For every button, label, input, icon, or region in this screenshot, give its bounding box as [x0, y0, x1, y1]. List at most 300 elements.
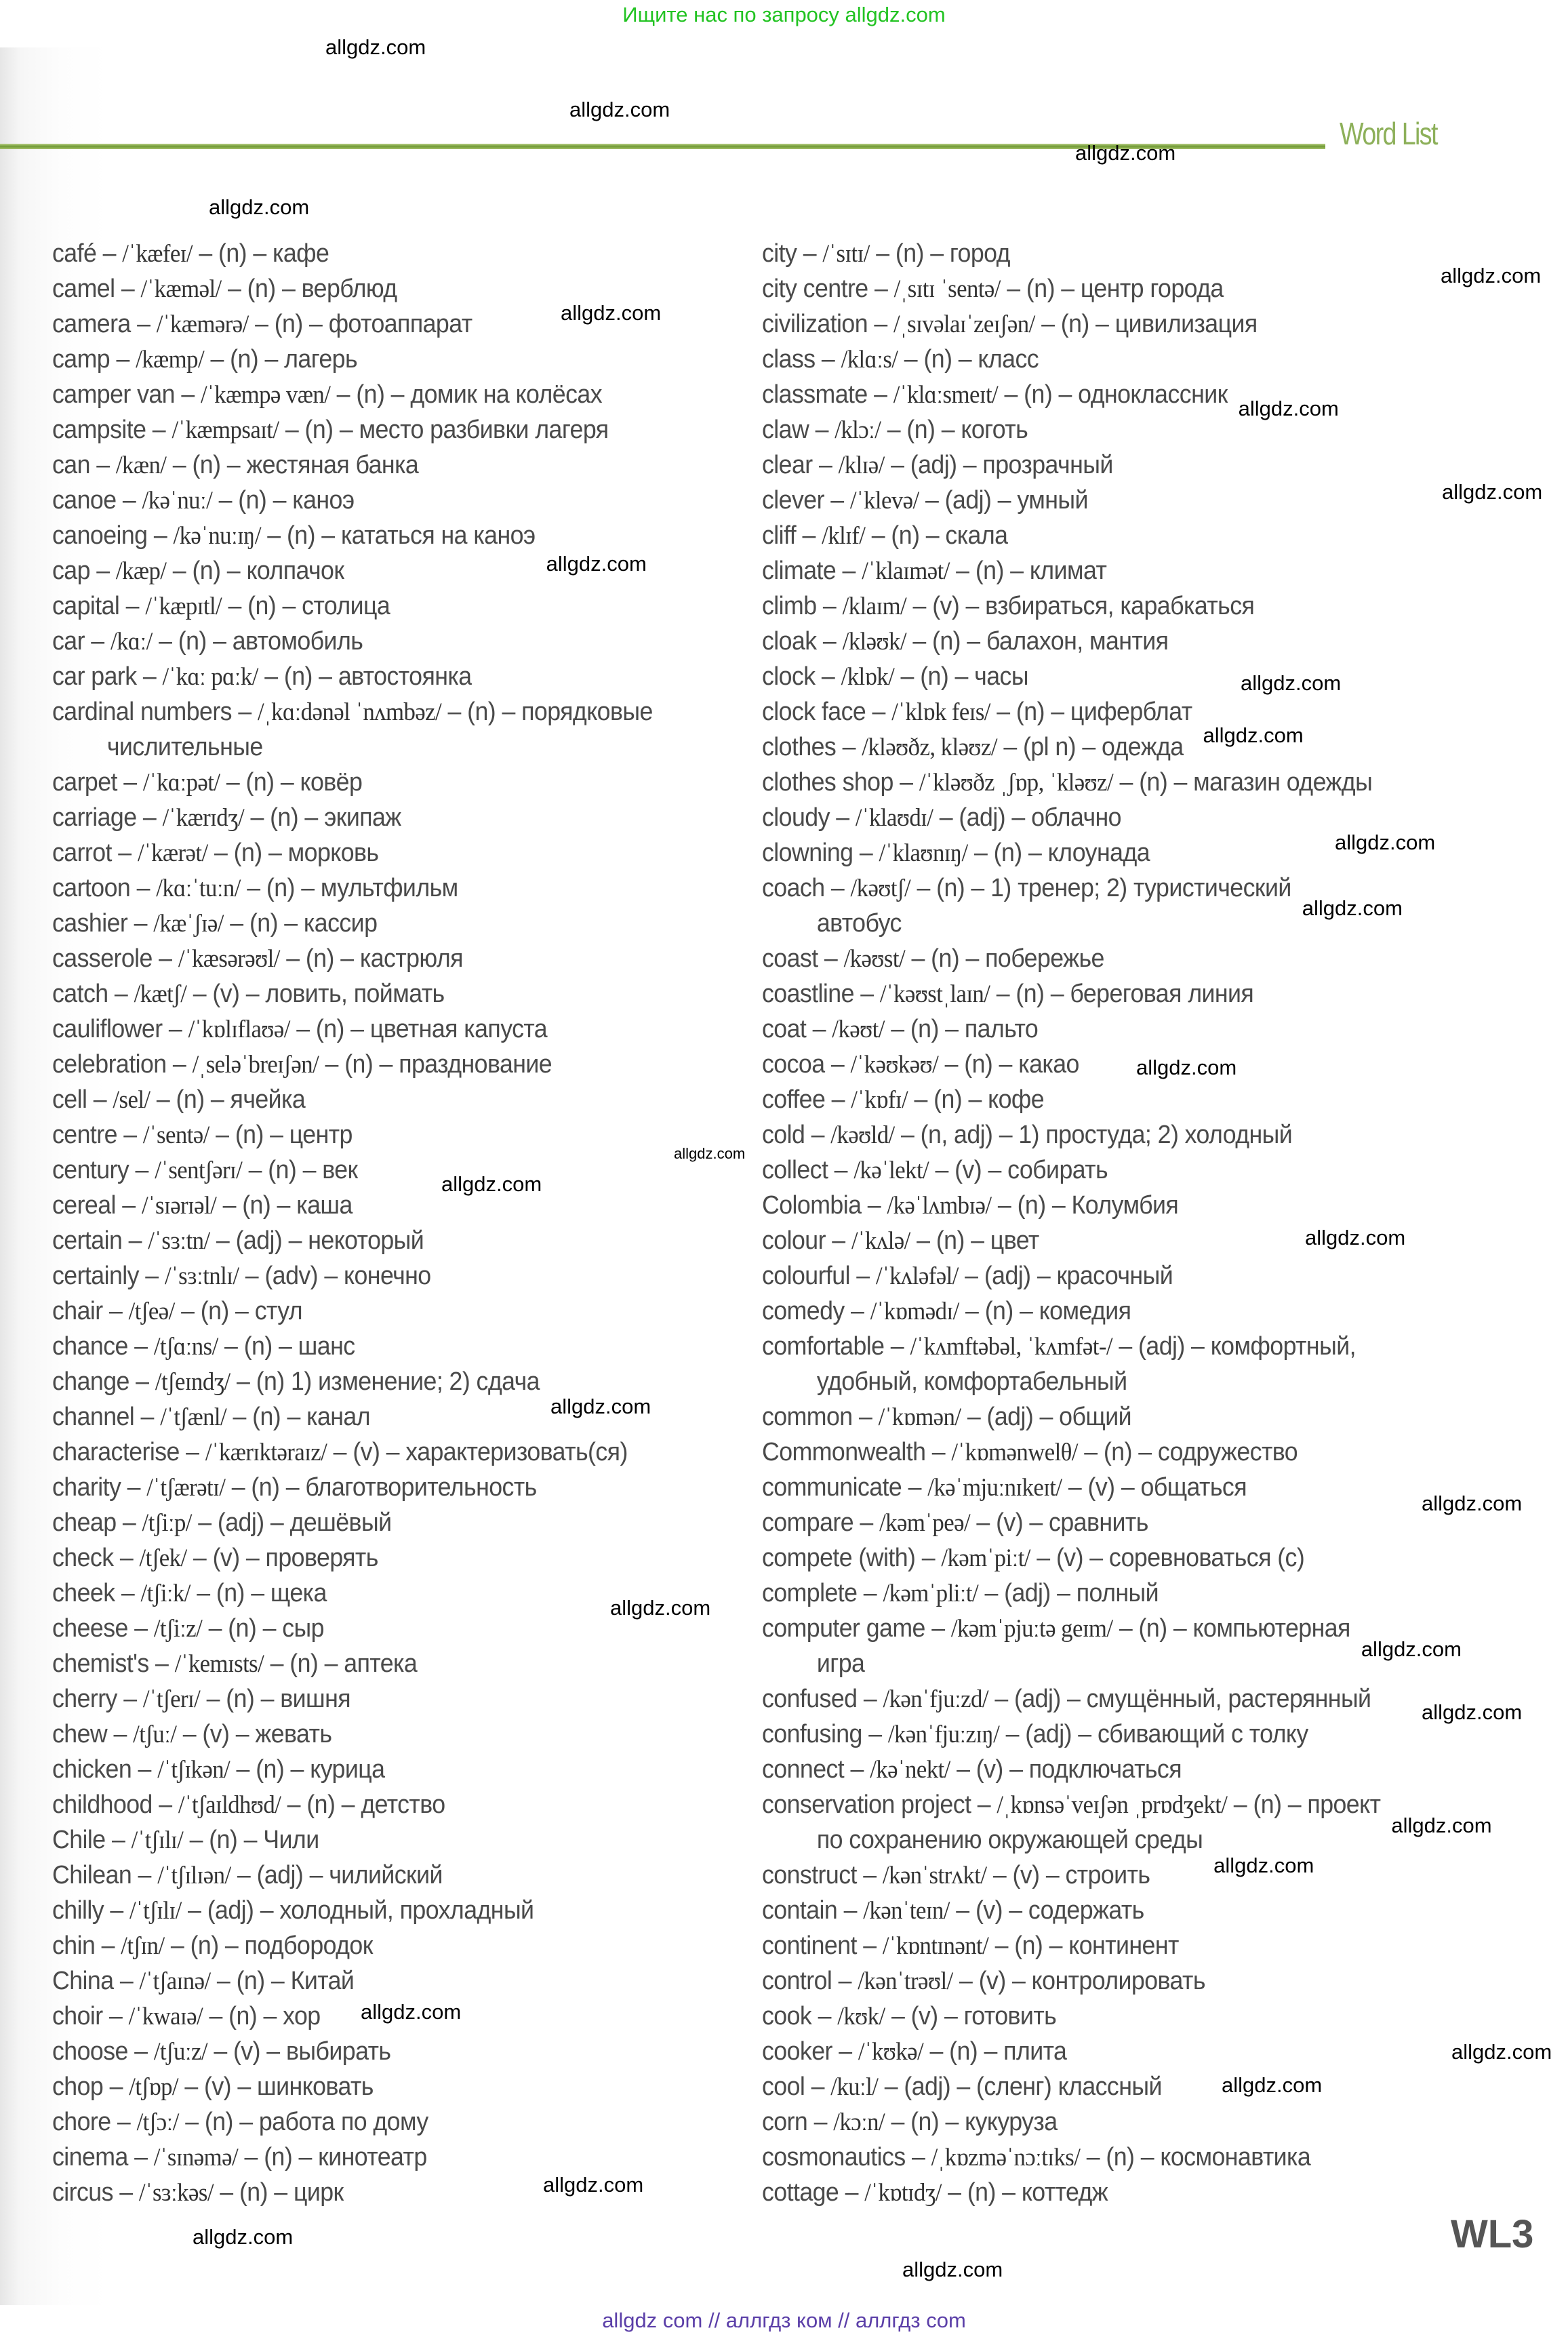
- entry-transcription: /kæp/: [115, 557, 167, 585]
- entry-word: cheek: [52, 1579, 115, 1607]
- entry-translation: – (v) – жевать: [182, 1720, 332, 1748]
- entry-transcription: /ˈkɒfɪ/: [851, 1086, 908, 1114]
- entry-word: common: [762, 1403, 853, 1431]
- dictionary-entry: centre – /ˈsentə/ – (n) – центр: [52, 1121, 353, 1149]
- entry-word: Commonwealth: [762, 1438, 926, 1466]
- entry-word: campsite: [52, 416, 146, 444]
- entry-transcription: /ˈkæmpsaɪt/: [172, 416, 279, 444]
- entry-translation: – (n) – домик на колёсах: [336, 380, 602, 409]
- dictionary-entry: cheap – /tʃiːp/ – (adj) – дешёвый: [52, 1508, 392, 1537]
- entry-transcription: /ˈsɪərɪəl/: [141, 1192, 217, 1220]
- dictionary-entry: classmate – /ˈklɑːsmeɪt/ – (n) – одноклассник: [762, 380, 1228, 409]
- entry-word: centre: [52, 1121, 117, 1149]
- entry-translation: – (adj) – (сленг) классный: [884, 2072, 1162, 2101]
- entry-translation: – (n) – кассир: [230, 909, 378, 938]
- entry-word: cherry: [52, 1685, 117, 1713]
- entry-translation: – (n) – кататься на каноэ: [267, 521, 536, 550]
- entry-transcription: /ˈsɜːtnlɪ/: [164, 1262, 239, 1290]
- entry-word: characterise: [52, 1438, 180, 1466]
- entry-word: confusing: [762, 1720, 862, 1748]
- entry-transcription: /tʃuː/: [133, 1721, 177, 1748]
- dictionary-entry: clowning – /ˈklaʊnɪŋ/ – (n) – клоунада: [762, 839, 1150, 867]
- entry-translation: – (n) – магазин одежды: [1119, 768, 1373, 797]
- entry-word: clever: [762, 486, 824, 515]
- watermark: allgdz.com: [1136, 1056, 1237, 1079]
- entry-transcription: /tʃɪn/: [121, 1932, 165, 1960]
- entry-word: chin: [52, 1931, 96, 1960]
- dictionary-entry: car park – /ˈkɑː pɑːk/ – (n) – автостоянка: [52, 662, 472, 691]
- dictionary-entry: comfortable – /ˈkʌmftəbəl, ˈkʌmfət-/ – (adj) – комфортный,: [762, 1332, 1356, 1361]
- entry-word: cereal: [52, 1191, 116, 1220]
- entry-transcription: /kəmˈpeə/: [879, 1509, 971, 1537]
- entry-translation: – (adj) – полный: [984, 1579, 1159, 1607]
- entry-transcription: /klɪf/: [822, 522, 866, 550]
- entry-word: charity: [52, 1473, 121, 1502]
- entry-translation: – (n) – стул: [181, 1297, 303, 1325]
- entry-word: clothes shop: [762, 768, 893, 797]
- entry-translation: – (n) – цивилизация: [1041, 310, 1258, 338]
- watermark: allgdz.com: [1391, 1814, 1492, 1837]
- dictionary-entry: carrot – /ˈkærət/ – (n) – морковь: [52, 839, 379, 867]
- entry-translation: – (n) – климат: [956, 557, 1107, 585]
- dictionary-entry: camera – /ˈkæmərə/ – (n) – фотоаппарат: [52, 310, 473, 338]
- dictionary-entry: chicken – /ˈtʃɪkən/ – (n) – курица: [52, 1755, 385, 1784]
- entry-word: cottage: [762, 2178, 839, 2207]
- dictionary-entry: coat – /kəʊt/ – (n) – пальто: [762, 1015, 1039, 1043]
- dictionary-entry: cloudy – /ˈklaʊdɪ/ – (adj) – облачно: [762, 803, 1121, 832]
- entry-transcription: /ˈkʊkə/: [858, 2038, 924, 2066]
- entry-translation: – (adj) – прозрачный: [891, 451, 1113, 479]
- entry-word: chew: [52, 1720, 108, 1748]
- entry-translation: – (n) – скала: [871, 521, 1008, 550]
- dictionary-entry: chair – /tʃeə/ – (n) – стул: [52, 1297, 303, 1325]
- entry-transcription: /kənˈtrəʊl/: [858, 1967, 953, 1995]
- entry-translation: – (n) – экипаж: [250, 803, 401, 832]
- dictionary-entry: class – /klɑːs/ – (n) – класс: [762, 345, 1039, 374]
- entry-transcription: /ˈkɒmədɪ/: [870, 1298, 959, 1325]
- entry-translation: – (n) – автомобиль: [159, 627, 363, 656]
- entry-translation: – (n) – кафе: [199, 239, 329, 268]
- dictionary-entry: clever – /ˈklevə/ – (adj) – умный: [762, 486, 1088, 515]
- entry-word: cocoa: [762, 1050, 825, 1079]
- word-list-left-column: [52, 236, 691, 2210]
- entry-word: change: [52, 1367, 129, 1396]
- entry-word: communicate: [762, 1473, 902, 1502]
- entry-translation: – (adj) – сбивающий с толку: [1005, 1720, 1308, 1748]
- dictionary-entry: clock face – /ˈklɒk feɪs/ – (n) – циферблат: [762, 698, 1192, 726]
- watermark: allgdz.com: [1238, 397, 1339, 420]
- entry-word: computer game: [762, 1614, 925, 1643]
- dictionary-entry: capital – /ˈkæpɪtl/ – (n) – столица: [52, 592, 390, 620]
- entry-translation: – (adj) – дешёвый: [198, 1508, 392, 1537]
- entry-transcription: /kɑːˈtuːn/: [156, 875, 241, 902]
- entry-word: compare: [762, 1508, 854, 1537]
- entry-translation: – (n) – столица: [228, 592, 390, 620]
- entry-transcription: /ˈklevə/: [849, 487, 919, 515]
- entry-word: climate: [762, 557, 837, 585]
- entry-translation: – (n, adj) – 1) простуда; 2) холодный: [901, 1121, 1293, 1149]
- entry-transcription: /ˈkærɪdʒ/: [162, 804, 245, 832]
- entry-translation: – (n) – благотворительность: [231, 1473, 537, 1502]
- watermark: allgdz.com: [1213, 1854, 1314, 1877]
- entry-translation: – (n) – фотоаппарат: [255, 310, 473, 338]
- entry-word: coffee: [762, 1085, 826, 1114]
- entry-translation: – (n) – каша: [222, 1191, 353, 1220]
- entry-word: certain: [52, 1226, 123, 1255]
- entry-transcription: /ˈkæfeɪ/: [122, 240, 193, 268]
- entry-word: connect: [762, 1755, 845, 1784]
- dictionary-entry: confused – /kənˈfjuːzd/ – (adj) – смущённый, растерянный: [762, 1685, 1371, 1713]
- entry-transcription: /ˌsɪvəlaɪˈzeɪʃən/: [893, 311, 1035, 338]
- entry-transcription: /ˈsɜːkəs/: [138, 2179, 214, 2207]
- dictionary-entry: colour – /ˈkʌlə/ – (n) – цвет: [762, 1226, 1039, 1255]
- dictionary-entry: camel – /ˈkæməl/ – (n) – верблюд: [52, 275, 397, 303]
- entry-word: Chilean: [52, 1861, 132, 1889]
- entry-word: contain: [762, 1896, 838, 1925]
- dictionary-entry: canoe – /kəˈnuː/ – (n) – каноэ: [52, 486, 355, 515]
- entry-transcription: /klɑːs/: [841, 346, 898, 374]
- section-title: Word List: [1340, 116, 1437, 151]
- entry-transcription: /kənˈteɪn/: [863, 1897, 950, 1925]
- entry-translation: – (pl n) – одежда: [1003, 733, 1184, 761]
- dictionary-entry: civilization – /ˌsɪvəlaɪˈzeɪʃən/ – (n) – цивилизация: [762, 310, 1258, 338]
- entry-word: chore: [52, 2108, 111, 2136]
- dictionary-entry: Colombia – /kəˈlʌmbɪə/ – (n) – Колумбия: [762, 1191, 1179, 1220]
- entry-transcription: /kæmp/: [136, 346, 205, 374]
- entry-transcription: /kənˈfjuːzɪŋ/: [887, 1721, 1000, 1748]
- entry-transcription: /ˈkɒtɪdʒ/: [864, 2179, 942, 2207]
- entry-word: city centre: [762, 275, 868, 303]
- entry-transcription: /ˈkɑː pɑːk/: [162, 663, 258, 691]
- dictionary-entry: café – /ˈkæfeɪ/ – (n) – кафе: [52, 239, 329, 268]
- entry-word: corn: [762, 2108, 808, 2136]
- entry-transcription: /kəˈnuː/: [142, 487, 213, 515]
- entry-word: cheap: [52, 1508, 117, 1537]
- entry-translation: – (n) – ячейка: [156, 1085, 306, 1114]
- entry-translation: – (adj) – холодный, прохладный: [188, 1896, 534, 1925]
- entry-transcription: /tʃiːp/: [142, 1509, 192, 1537]
- entry-word: cardinal numbers: [52, 698, 232, 726]
- entry-translation: – (n) – автостоянка: [264, 662, 472, 691]
- entry-translation: – (n) – Колумбия: [997, 1191, 1179, 1220]
- entry-word: car: [52, 627, 85, 656]
- entry-word: clock face: [762, 698, 866, 726]
- entry-transcription: /klɒk/: [841, 663, 895, 691]
- entry-word: cloak: [762, 627, 817, 656]
- dictionary-entry: claw – /klɔː/ – (n) – коготь: [762, 416, 1028, 444]
- entry-translation: – (n) – щека: [197, 1579, 327, 1607]
- watermark: allgdz.com: [674, 1145, 746, 1162]
- entry-word: coach: [762, 874, 825, 902]
- entry-transcription: /kəˈmjuːnɪkeɪt/: [927, 1474, 1062, 1502]
- entry-translation: – (v) – строить: [992, 1861, 1150, 1889]
- entry-translation: – (n) – город: [876, 239, 1010, 268]
- entry-transcription: /ˈtʃerɪ/: [142, 1685, 201, 1713]
- entry-transcription: /ˈkærɪktəraɪz/: [205, 1439, 327, 1466]
- entry-translation: – (n) – каноэ: [218, 486, 355, 515]
- watermark: allgdz.com: [1422, 1491, 1523, 1515]
- entry-word: colour: [762, 1226, 826, 1255]
- entry-transcription: /ˌseləˈbreɪʃən/: [192, 1051, 319, 1079]
- entry-continuation: игра: [816, 1649, 865, 1678]
- entry-translation: – (adj) – умный: [925, 486, 1088, 515]
- dictionary-entry: clock – /klɒk/ – (n) – часы: [762, 662, 1028, 691]
- entry-translation: – (n) – место разбивки лагеря: [285, 416, 609, 444]
- dictionary-entry: celebration – /ˌseləˈbreɪʃən/ – (n) – празднование: [52, 1050, 552, 1079]
- entry-word: cooker: [762, 2037, 832, 2066]
- watermark: allgdz.com: [193, 2225, 294, 2249]
- entry-translation: – (n) – лагерь: [210, 345, 358, 374]
- entry-transcription: /kɑː/: [110, 628, 153, 656]
- entry-translation: – (n) – побережье: [911, 944, 1104, 973]
- entry-word: control: [762, 1967, 832, 1995]
- dictionary-entry: choose – /tʃuːz/ – (v) – выбирать: [52, 2037, 391, 2066]
- dictionary-entry: communicate – /kəˈmjuːnɪkeɪt/ – (v) – общаться: [762, 1473, 1247, 1502]
- entry-word: chop: [52, 2072, 104, 2101]
- entry-translation: – (v) – выбирать: [214, 2037, 391, 2066]
- entry-word: chair: [52, 1297, 103, 1325]
- dictionary-entry: city centre – /ˌsɪtɪ ˈsentə/ – (n) – центр города: [762, 275, 1224, 303]
- dictionary-entry: chemist's – /ˈkemɪsts/ – (n) – аптека: [52, 1649, 418, 1678]
- entry-translation: – (v) – соревноваться (с): [1037, 1544, 1305, 1572]
- entry-transcription: /ˈsɪnəmə/: [153, 2144, 239, 2171]
- entry-word: cinema: [52, 2143, 128, 2171]
- entry-word: clothes: [762, 733, 837, 761]
- entry-word: cap: [52, 557, 90, 585]
- dictionary-entry: certainly – /ˈsɜːtnlɪ/ – (adv) – конечно: [52, 1262, 431, 1290]
- entry-transcription: /ˈkʌlə/: [851, 1227, 910, 1255]
- entry-transcription: /kəˈlʌmbɪə/: [887, 1192, 992, 1220]
- entry-word: clear: [762, 451, 813, 479]
- entry-translation: – (n) – детство: [287, 1790, 445, 1819]
- watermark: allgdz.com: [441, 1172, 542, 1196]
- dictionary-entry: campsite – /ˈkæmpsaɪt/ – (n) – место разбивки лагеря: [52, 416, 609, 444]
- dictionary-entry: compete (with) – /kəmˈpiːt/ – (v) – соревноваться (с): [762, 1544, 1305, 1572]
- entry-word: complete: [762, 1579, 858, 1607]
- entry-word: camera: [52, 310, 131, 338]
- entry-translation: – (v) – подключаться: [957, 1755, 1182, 1784]
- entry-word: camper van: [52, 380, 175, 409]
- entry-translation: – (n) – комедия: [965, 1297, 1131, 1325]
- dictionary-entry: carriage – /ˈkærɪdʒ/ – (n) – экипаж: [52, 803, 401, 832]
- entry-translation: – (n) – вишня: [206, 1685, 351, 1713]
- dictionary-entry: cold – /kəʊld/ – (n, adj) – 1) простуда; 2) холодный: [762, 1121, 1293, 1149]
- footer-watermark: allgdz com // аллгдз ком // аллгдз com: [602, 2308, 966, 2332]
- dictionary-entry: camp – /kæmp/ – (n) – лагерь: [52, 345, 358, 374]
- dictionary-entry: cheek – /tʃiːk/ – (n) – щека: [52, 1579, 327, 1607]
- entry-transcription: /ˈsɜːtn/: [148, 1227, 210, 1255]
- dictionary-entry: century – /ˈsentʃərɪ/ – (n) – век: [52, 1156, 358, 1184]
- entry-transcription: /tʃeɪndʒ/: [155, 1368, 230, 1396]
- entry-translation: – (n) – космонавтика: [1086, 2143, 1311, 2171]
- entry-translation: – (n) – хор: [209, 2002, 321, 2030]
- entry-word: chilly: [52, 1896, 104, 1925]
- watermark: allgdz.com: [1361, 1637, 1462, 1661]
- dictionary-entry: contain – /kənˈteɪn/ – (v) – содержать: [762, 1896, 1144, 1925]
- entry-transcription: /kəʊst/: [843, 945, 906, 973]
- entry-translation: – (n) – береговая линия: [996, 980, 1254, 1008]
- watermark: allgdz.com: [546, 552, 647, 576]
- entry-word: city: [762, 239, 797, 268]
- entry-word: camel: [52, 275, 115, 303]
- entry-translation: – (adj) – комфортный,: [1119, 1332, 1356, 1361]
- entry-transcription: /ˈklaʊnɪŋ/: [879, 839, 968, 867]
- dictionary-entry: cook – /kʊk/ – (v) – готовить: [762, 2002, 1057, 2030]
- dictionary-entry: continent – /ˈkɒntɪnənt/ – (n) – континент: [762, 1931, 1179, 1960]
- entry-transcription: /ˈkærət/: [137, 839, 208, 867]
- dictionary-entry: cheese – /tʃiːz/ – (n) – сыр: [52, 1614, 324, 1643]
- dictionary-entry: can – /kæn/ – (n) – жестяная банка: [52, 451, 419, 479]
- entry-translation: – (n) – какао: [944, 1050, 1079, 1079]
- entry-transcription: /tʃiːk/: [140, 1580, 190, 1607]
- entry-transcription: /ˈtʃɪlɪən/: [157, 1862, 231, 1889]
- entry-translation: – (n) – верблюд: [228, 275, 397, 303]
- dictionary-entry: check – /tʃek/ – (v) – проверять: [52, 1544, 378, 1572]
- entry-transcription: /tʃiːz/: [153, 1615, 203, 1643]
- dictionary-entry: cooker – /ˈkʊkə/ – (n) – плита: [762, 2037, 1067, 2066]
- entry-transcription: /kəmˈpliːt/: [883, 1580, 979, 1607]
- entry-translation: – (n) – одноклассник: [1004, 380, 1228, 409]
- entry-word: cook: [762, 2002, 812, 2030]
- watermark: allgdz.com: [1075, 141, 1176, 165]
- dictionary-entry: canoeing – /kəˈnuːɪŋ/ – (n) – кататься на каноэ: [52, 521, 536, 550]
- entry-word: café: [52, 239, 97, 268]
- watermark: allgdz.com: [1335, 830, 1436, 854]
- entry-transcription: /kəmˈpjuːtə geɪm/: [950, 1615, 1113, 1643]
- entry-translation: – (n) – часы: [900, 662, 1028, 691]
- entry-transcription: /ˈkɒntɪnənt/: [882, 1932, 989, 1960]
- dictionary-entry: channel – /ˈtʃænl/ – (n) – канал: [52, 1403, 371, 1431]
- watermark: allgdz.com: [325, 35, 426, 59]
- dictionary-entry: coach – /kəʊtʃ/ – (n) – 1) тренер; 2) туристический: [762, 874, 1291, 902]
- entry-translation: – (n) – Чили: [189, 1826, 319, 1854]
- entry-word: cliff: [762, 521, 797, 550]
- entry-transcription: /ˈkæmərə/: [156, 311, 249, 338]
- entry-word: car park: [52, 662, 137, 691]
- entry-continuation: по сохранению окружающей среды: [816, 1826, 1203, 1854]
- entry-translation: – (n) – морковь: [214, 839, 379, 867]
- entry-translation: – (n) – работа по дому: [185, 2108, 428, 2136]
- entry-word: chemist's: [52, 1649, 149, 1678]
- entry-transcription: /ˌsɪtɪ ˈsentə/: [893, 275, 1001, 303]
- entry-word: cell: [52, 1085, 87, 1114]
- dictionary-entry: cherry – /ˈtʃerɪ/ – (n) – вишня: [52, 1685, 351, 1713]
- dictionary-entry: cliff – /klɪf/ – (n) – скала: [762, 521, 1008, 550]
- entry-word: class: [762, 345, 816, 374]
- entry-word: classmate: [762, 380, 868, 409]
- dictionary-entry: cell – /sel/ – (n) – ячейка: [52, 1085, 306, 1114]
- entry-translation: – (v) – сравнить: [976, 1508, 1148, 1537]
- entry-word: catch: [52, 980, 108, 1008]
- dictionary-entry: coffee – /ˈkɒfɪ/ – (n) – кофе: [762, 1085, 1045, 1114]
- entry-translation: – (n) – канал: [233, 1403, 371, 1431]
- dictionary-entry: camper van – /ˈkæmpə væn/ – (n) – домик на колёсах: [52, 380, 602, 409]
- entry-translation: – (n) – плита: [929, 2037, 1067, 2066]
- entry-word: cartoon: [52, 874, 131, 902]
- dictionary-entry: carpet – /ˈkɑːpət/ – (n) – ковёр: [52, 768, 363, 797]
- dictionary-entry: clothes shop – /ˈkləʊðz ˌʃɒp, ˈkləʊz/ – (n) – магазин одежды: [762, 768, 1373, 797]
- entry-transcription: /ˌkɒzməˈnɔːtɪks/: [931, 2144, 1081, 2171]
- entry-word: collect: [762, 1156, 828, 1184]
- watermark: allgdz.com: [561, 301, 662, 325]
- entry-transcription: /ˈkæsərəʊl/: [178, 945, 280, 973]
- entry-word: century: [52, 1156, 129, 1184]
- entry-word: check: [52, 1544, 114, 1572]
- entry-transcription: /kənˈfjuːzd/: [883, 1685, 988, 1713]
- watermark: allgdz.com: [1241, 671, 1342, 695]
- entry-word: chicken: [52, 1755, 132, 1784]
- watermark: allgdz.com: [1203, 723, 1304, 747]
- entry-transcription: /kæˈʃɪə/: [153, 910, 224, 938]
- dictionary-entry: China – /ˈtʃaɪnə/ – (n) – Китай: [52, 1967, 355, 1995]
- dictionary-entry: chance – /tʃɑːns/ – (n) – шанс: [52, 1332, 355, 1361]
- entry-transcription: /ˈkwaɪə/: [128, 2003, 203, 2030]
- entry-translation: – (n) – пальто: [891, 1015, 1039, 1043]
- entry-transcription: /ˈtʃærətɪ/: [146, 1474, 226, 1502]
- entry-transcription: /ˈkəʊstˌlaɪn/: [879, 980, 990, 1008]
- entry-translation: – (adj) – некоторый: [216, 1226, 424, 1255]
- entry-transcription: /kʊk/: [837, 2003, 885, 2030]
- entry-transcription: /ˈtʃaɪnə/: [139, 1967, 211, 1995]
- entry-translation: – (n) – цирк: [220, 2178, 344, 2207]
- entry-word: chance: [52, 1332, 128, 1361]
- entry-translation: – (n) – центр: [216, 1121, 353, 1149]
- dictionary-entry: Commonwealth – /ˈkɒmənwelθ/ – (n) – содружество: [762, 1438, 1298, 1466]
- entry-word: claw: [762, 416, 809, 444]
- entry-transcription: /ˈklaɪmət/: [862, 557, 950, 585]
- dictionary-entry: chin – /tʃɪn/ – (n) – подбородок: [52, 1931, 373, 1960]
- entry-transcription: /ˈtʃaɪldhʊd/: [178, 1791, 281, 1819]
- dictionary-entry: comedy – /ˈkɒmədɪ/ – (n) – комедия: [762, 1297, 1131, 1325]
- entry-translation: – (v) – контролировать: [959, 1967, 1205, 1995]
- entry-transcription: /ˈtʃɪkən/: [157, 1756, 230, 1784]
- entry-transcription: /kæn/: [115, 452, 167, 479]
- entry-transcription: /ˈsentə/: [142, 1121, 209, 1149]
- entry-transcription: /kuːl/: [830, 2073, 879, 2101]
- entry-translation: – (v) – собирать: [935, 1156, 1108, 1184]
- entry-translation: – (n) – кофе: [914, 1085, 1045, 1114]
- watermark: allgdz.com: [1222, 2073, 1323, 2097]
- entry-translation: – (v) – ловить, поймать: [193, 980, 445, 1008]
- entry-translation: – (n) – ковёр: [226, 768, 363, 797]
- dictionary-entry: cardinal numbers – /ˌkɑːdənəl ˈnʌmbəz/ – (n) – порядковые: [52, 698, 653, 726]
- entry-translation: – (n) – Китай: [216, 1967, 355, 1995]
- dictionary-entry: colourful – /ˈkʌləfəl/ – (adj) – красочный: [762, 1262, 1173, 1290]
- entry-translation: – (adj) – смущённый, растерянный: [994, 1685, 1371, 1713]
- entry-word: cold: [762, 1121, 805, 1149]
- dictionary-entry: circus – /ˈsɜːkəs/ – (n) – цирк: [52, 2178, 344, 2207]
- dictionary-entry: complete – /kəmˈpliːt/ – (adj) – полный: [762, 1579, 1159, 1607]
- dictionary-entry: cashier – /kæˈʃɪə/ – (n) – кассир: [52, 909, 378, 938]
- entry-word: continent: [762, 1931, 857, 1960]
- entry-transcription: /kəˈlekt/: [853, 1157, 929, 1184]
- entry-transcription: /ˈklɑːsmeɪt/: [893, 381, 999, 409]
- entry-word: certainly: [52, 1262, 139, 1290]
- entry-transcription: /ˈkəʊkəʊ/: [850, 1051, 939, 1079]
- entry-transcription: /ˈkæmpə væn/: [201, 381, 331, 409]
- entry-transcription: /tʃek/: [139, 1544, 187, 1572]
- entry-word: circus: [52, 2178, 113, 2207]
- dictionary-entry: cosmonautics – /ˌkɒzməˈnɔːtɪks/ – (n) – космонавтика: [762, 2143, 1311, 2171]
- entry-word: choose: [52, 2037, 128, 2066]
- watermark: allgdz.com: [1442, 480, 1543, 504]
- dictionary-entry: cool – /kuːl/ – (adj) – (сленг) классный: [762, 2072, 1162, 2101]
- dictionary-entry: cereal – /ˈsɪərɪəl/ – (n) – каша: [52, 1191, 353, 1220]
- entry-word: choir: [52, 2002, 103, 2030]
- entry-translation: – (n) – цвет: [917, 1226, 1039, 1255]
- entry-transcription: /ˈkæməl/: [140, 275, 222, 303]
- entry-word: childhood: [52, 1790, 153, 1819]
